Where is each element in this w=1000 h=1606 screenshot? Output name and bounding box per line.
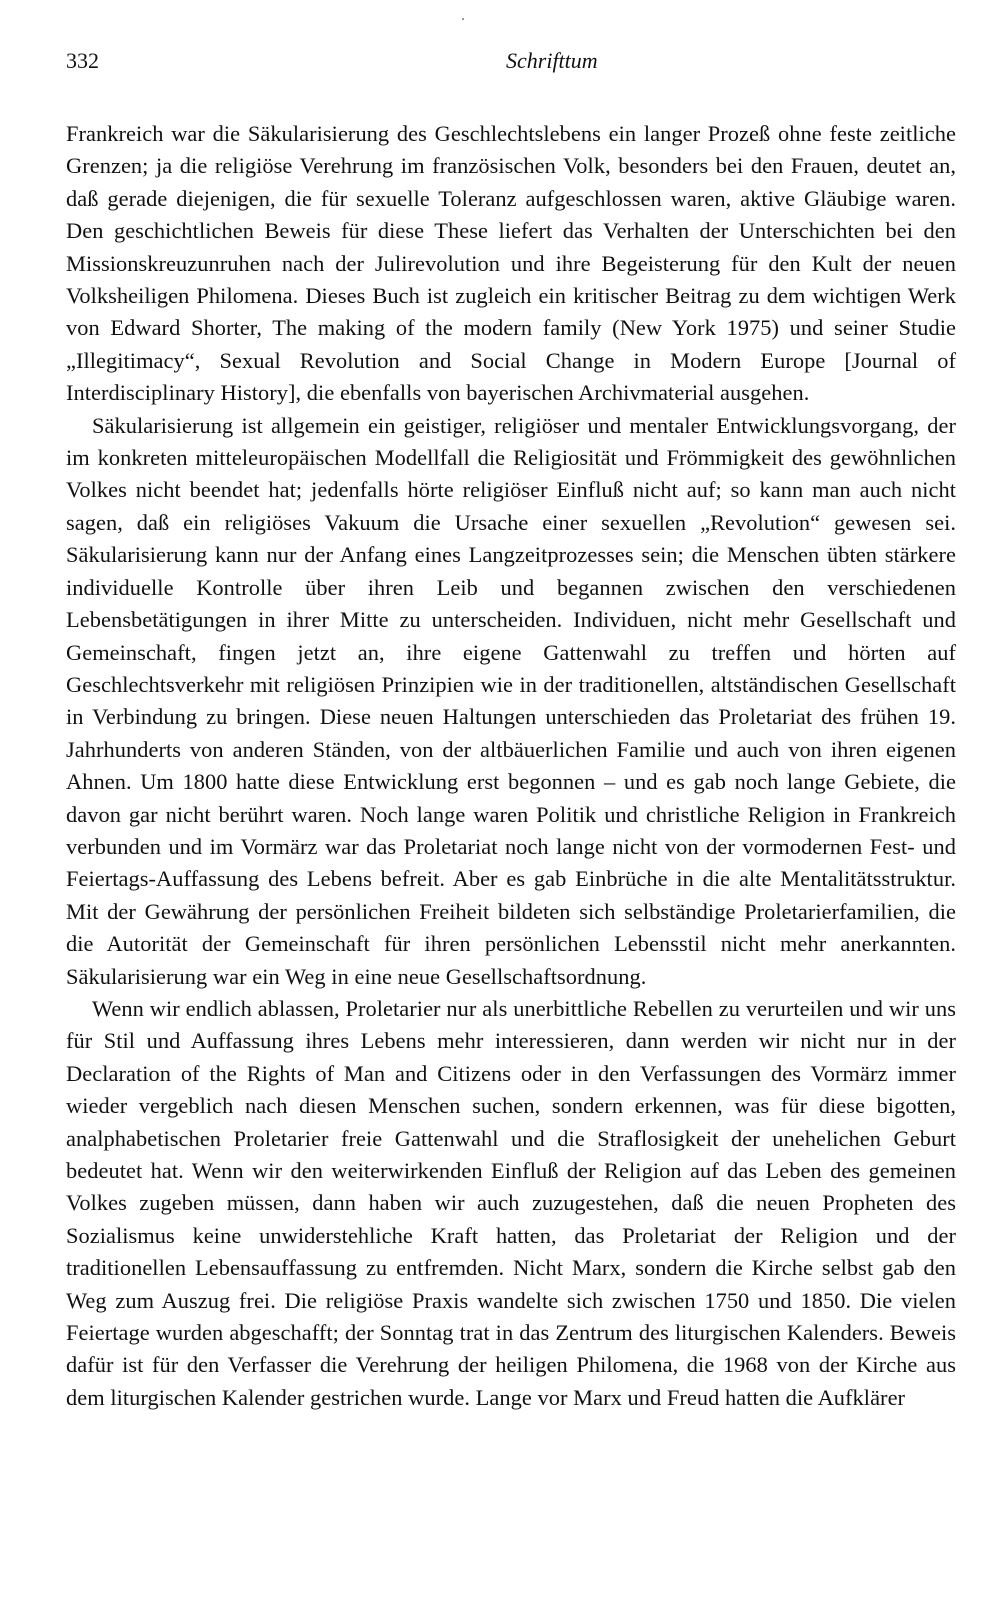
body-text bbox=[66, 118, 956, 1414]
running-title: Schrifttum bbox=[506, 48, 598, 73]
page-number: 332 bbox=[66, 48, 99, 73]
paragraph-2: Säkularisierung ist allgemein ein geistiger, religiöser und mentaler Entwicklungsvorgang, der im konkreten mitteleuropäischen Modellfall die Religiosität und Frömmigkeit des gewöhnlichen Volkes nicht beendet hat; jedenfalls hörte religiöser Einfluß nicht auf; so kann man auch nicht sagen, daß ein religiöses Vakuum die Ursache einer sexuellen „Revolution“ gewesen sei. Säkularisierung kann nur der Anfang eines Langzeitprozesses sein; die Menschen übten stärkere individuelle Kontrolle über ihren Leib und begannen zwischen den verschiedenen Lebensbetätigungen in ihrer Mitte zu unterscheiden. Individuen, nicht mehr Gesellschaft und Gemeinschaft, fingen jetzt an, ihre eigene Gattenwahl zu treffen und hörten auf Geschlechtsverkehr mit religiösen Prinzipien wie in der traditionellen, altständischen Gesellschaft in Verbindung zu bringen. Diese neuen Haltungen unterschieden das Proletariat des frühen 19. Jahrhunderts von anderen Ständen, von der altbäuerlichen Familie und auch von ihren eigenen Ahnen. Um 1800 hatte diese Entwicklung erst begonnen – und es gab noch lange Gebiete, die davon gar nicht berührt waren. Noch lange waren Politik und christliche Religion in Frankreich verbunden und im Vormärz war das Proletariat noch lange nicht von der vormodernen Fest- und Feiertags-Auffassung des Lebens befreit. Aber es gab Einbrüche in die alte Mentalitätsstruktur. Mit der Gewährung der persönlichen Freiheit bildeten sich selbständige Proletarierfamilien, die die Autorität der Gemeinschaft für ihren persönlichen Lebensstil nicht mehr anerkannten. Säkularisierung war ein Weg in eine neue Gesellschaftsordnung. bbox=[66, 412, 956, 989]
paragraph-3: Wenn wir endlich ablassen, Proletarier nur als unerbittliche Rebellen zu verurteilen und wir uns für Stil und Auffassung ihres Lebens mehr interessieren, dann werden wir nicht nur in der Declaration of the Rights of Man and Citizens oder in den Verfassungen des Vormärz immer wieder vergeblich nach diesen Menschen suchen, sondern erkennen, was für diese bigotten, analphabetischen Proletarier freie Gattenwahl und die Straflosigkeit der unehelichen Geburt bedeutet hat. Wenn wir den weiterwirkenden Einfluß der Religion auf das Leben des gemeinen Volkes zugeben müssen, dann haben wir auch zuzugestehen, daß die neuen Propheten des Sozialismus keine unwiderstehliche Kraft hatten, das Proletariat der Religion und der traditionellen Lebensauffassung zu entfremden. Nicht Marx, sondern die Kirche selbst gab den Weg zum Auszug frei. Die religiöse Praxis wandelte sich zwischen 1750 und 1850. Die vielen Feiertage wurden abgeschafft; der Sonntag trat in das Zentrum des liturgischen Kalenders. Beweis dafür ist für den Verfasser die Verehrung der heiligen Philomena, die 1968 von der Kirche aus dem liturgischen Kalender gestrichen wurde. Lange vor Marx und Freud hatten die Aufklärer bbox=[66, 995, 956, 1410]
print-speck bbox=[462, 18, 464, 20]
page-header bbox=[66, 48, 966, 84]
paragraph-1: Frankreich war die Säkularisierung des Geschlechtslebens ein langer Prozeß ohne feste zeitliche Grenzen; ja die religiöse Verehrung im französischen Volk, besonders bei den Frauen, deutet an, daß gerade diejenigen, die für sexuelle Toleranz aufgeschlossen waren, aktive Gläubige waren. Den geschichtlichen Beweis für diese These liefert das Verhalten der Unterschichten bei den Missionskreuzunruhen nach der Julirevolution und ihre Begeisterung für den Kult der neuen Volksheiligen Philomena. Dieses Buch ist zugleich ein kritischer Beitrag zu dem wichtigen Werk von Edward Shorter, The making of the modern family (New York 1975) und seiner Studie „Illegitimacy“, Sexual Revolution and Social Change in Modern Europe [Journal of Interdisciplinary History], die ebenfalls von bayerischen Archivmaterial ausgehen. bbox=[66, 121, 956, 406]
